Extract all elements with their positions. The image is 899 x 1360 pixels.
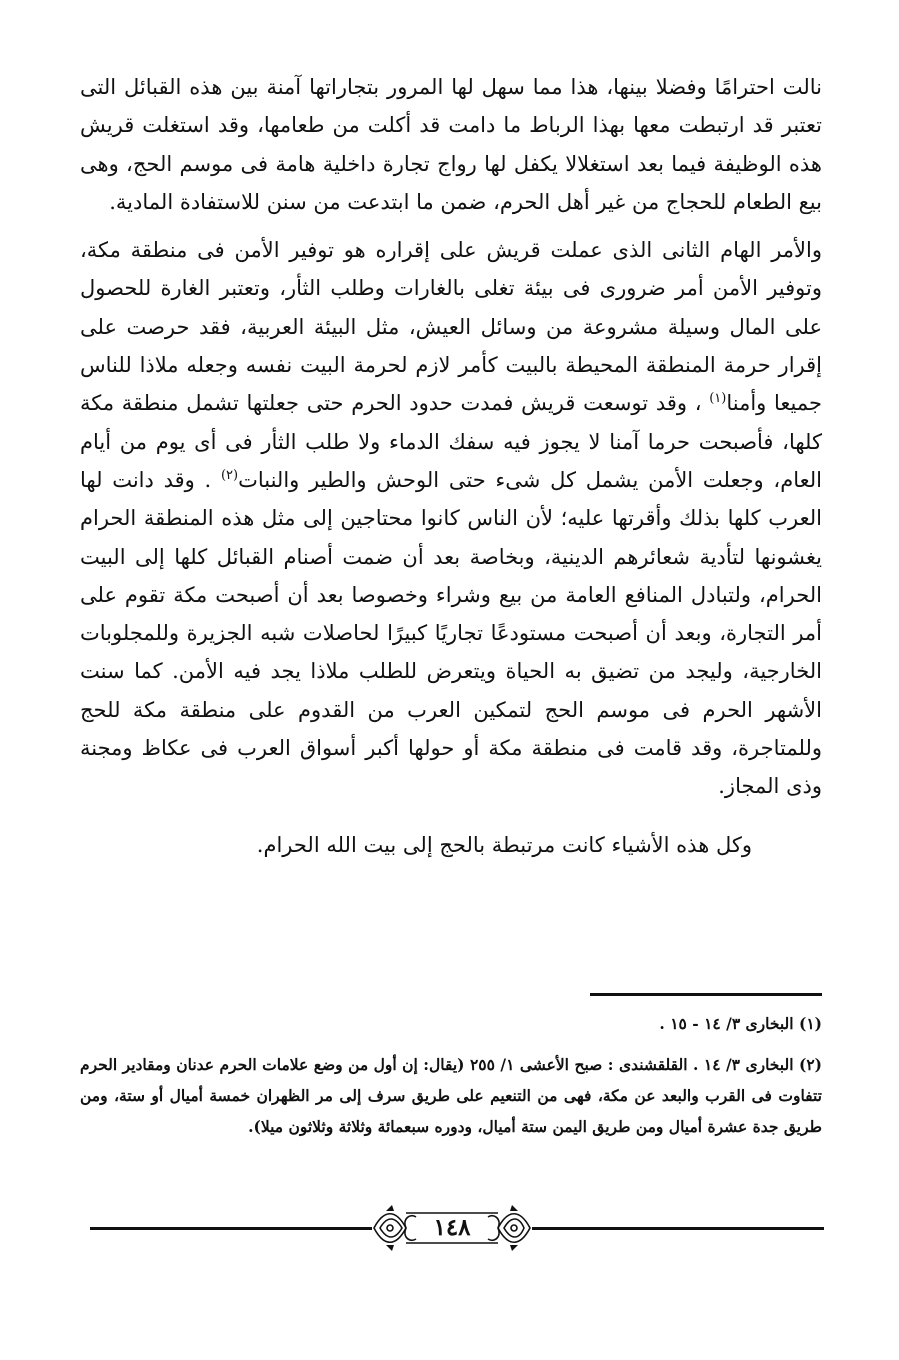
footnote-separator bbox=[590, 993, 822, 996]
main-text bbox=[80, 68, 822, 864]
footnote-1: (١) البخارى ٣/ ١٤ - ١٥ . bbox=[659, 1014, 822, 1033]
page-footer bbox=[90, 1203, 824, 1253]
page-number: ١٤٨ bbox=[433, 1214, 471, 1241]
footnote-ref-1: (١) bbox=[709, 391, 727, 407]
footnote-ref-2: (٢) bbox=[220, 467, 239, 483]
paragraph-2-part-b: ، وقد توسعت قريش فمدت حدود الحرم حتى جعلتها تشمل منطقة مكة كلها، فأصبحت حرما آمنا لا يجوز فيه سفك الدماء ولا طلب الثأر فى أى يوم من أيام العام، وجعلت الأمن يشمل كل شىء حتى الوحش والطير والنبات bbox=[80, 391, 822, 492]
paragraph-3: وكل هذه الأشياء كانت مرتبطة بالحج إلى بيت الله الحرام. bbox=[256, 832, 752, 857]
paragraph-2 bbox=[80, 231, 822, 805]
footnote-2: (٢) البخارى ٣/ ١٤ . القلقشندى : صبح الأعشى ١/ ٢٥٥ (يقال: إن أول من وضع علامات الحرم عدنان ومقادير الحرم تتفاوت فى القرب والبعد عن مكة، فهى من التنعيم على طريق سرف إلى مر الظهران خمسة أميال أو ستة، ومن طريق جدة عشرة أميال ومن طريق اليمن ستة أميال، ودوره سبعمائة وثلاثة وثلاثون ميلا). bbox=[80, 1055, 822, 1136]
paragraph-2-part-c: . وقد دانت لها العرب كلها بذلك وأقرتها عليه؛ لأن الناس كانوا محتاجين إلى مثل هذه المنطقة الحرام يغشونها لتأدية شعائرهم الدينية، وبخاصة بعد أن ضمت أصنام القبائل كلها إلى البيت الحرام، ولتبادل المنافع العامة من بيع وشراء وخصوصا بعد أن أصبحت مكة تقوم على أمر التجارة، وبعد أن أصبحت مستودعًا تجاريًا كبيرًا لحاصلات شبه الجزيرة وللمجلوبات الخارجية، وليجد من تضيق به الحياة ويتعرض للطلب ملاذا يجد فيه الأمن. كما سنت الأشهر الحرم فى موسم الحج لتمكين العرب من القدوم على منطقة مكة للحج وللمتاجرة، وقد قامت فى منطقة مكة أو حولها أكبر أسواق العرب فى عكاظ ومجنة وذى المجاز. bbox=[80, 467, 822, 799]
footnotes bbox=[80, 1008, 822, 1142]
footer-rule-left bbox=[90, 1227, 372, 1230]
footer-rule-right bbox=[532, 1227, 824, 1230]
paragraph-1: نالت احترامًا وفضلا بينها، هذا مما سهل لها المرور بتجاراتها آمنة بين هذه القبائل التى تعتبر قد ارتبطت معها بهذا الرباط ما دامت قد أكلت من طعامها، وقد استغلت قريش هذه الوظيفة فيما بعد استغلالا يكفل لها رواج تجارة داخلية هامة فى موسم الحج، وهى بيع الطعام للحجاج من غير أهل الحرم، ضمن ما ابتدعت من سنن للاستفادة المادية. bbox=[80, 75, 822, 214]
paragraph-2-part-a: والأمر الهام الثانى الذى عملت قريش على إقراره هو توفير الأمن فى منطقة مكة، وتوفير الأمن أمر ضرورى فى بيئة تغلى بالغارات وطلب الثأر، وتعتبر الغارة للحصول على المال وسيلة مشروعة من وسائل العيش، مثل البيئة العربية، فقد حرصت على إقرار حرمة المنطقة المحيطة بالبيت كأمر لازم لحرمة البيت نفسه وجعله ملاذا للناس جميعا وأمنا bbox=[80, 238, 822, 416]
